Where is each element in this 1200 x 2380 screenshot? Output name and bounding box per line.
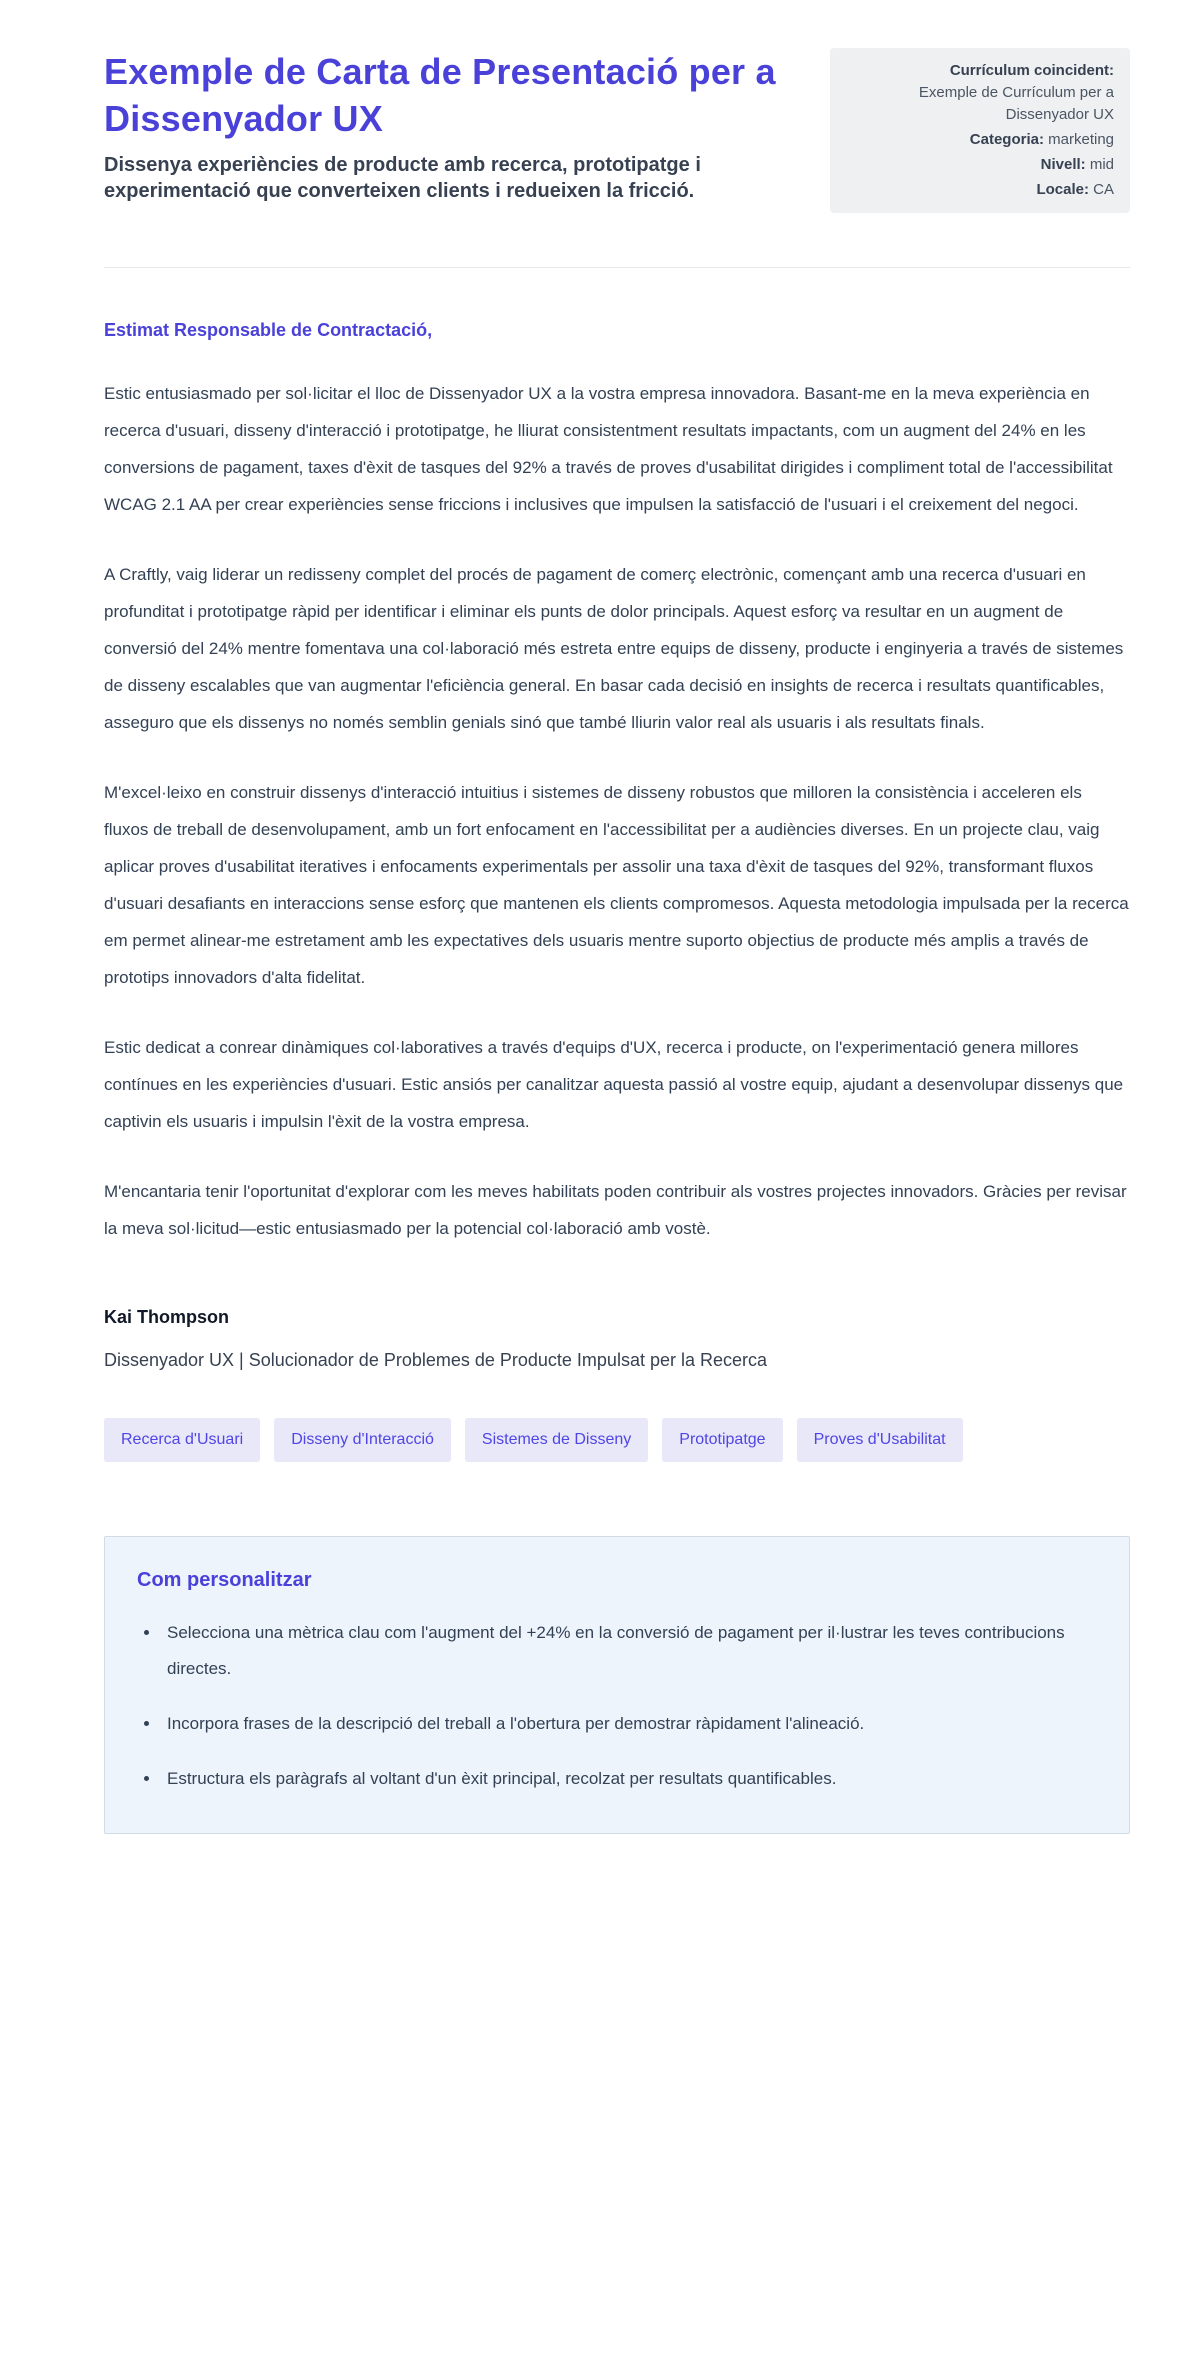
letter-paragraph-4: Estic dedicat a conrear dinàmiques col·laboratives a través d'equips d'UX, recerca i producte, on l'experimentació genera millores contínues en les experiències d'usuari. Estic ansiós per canalitzar aquesta passió al vostre equip, ajudant a desenvolupar dissenys que captivin els usuaris i impulsin l'èxit de la vostra empresa. bbox=[104, 1038, 1124, 1131]
letter-paragraph-1: Estic entusiasmado per sol·licitar el lloc de Dissenyador UX a la vostra empresa innovadora. Basant-me en la meva experiència en recerca d'usuari, disseny d'interacció i prototipatge, he lliurat consistentment resultats impactants, com un augment del 24% en les conversions de pagament, taxes d'èxit de tasques del 92% a través de proves d'usabilitat dirigides i compliment total de l'accessibilitat WCAG 2.1 AA per crear experiències sense friccions i inclusives que impulsen la satisfacció de l'usuari i el creixement del negoci. bbox=[104, 384, 1113, 514]
personalize-tip-1: • Selecciona una mètrica clau com l'augment del +24% en la conversió de pagament per il·lustrar les teves contribucions directes. bbox=[161, 1615, 1097, 1687]
skill-tag-interaction-design: Disseny d'Interacció bbox=[274, 1418, 451, 1462]
personalize-tip-3: • Estructura els paràgrafs al voltant d'un èxit principal, recolzat per resultats quantificables. bbox=[161, 1761, 1097, 1797]
letter-paragraph-5: M'encantaria tenir l'oportunitat d'explorar com les meves habilitats poden contribuir als vostres projectes innovadors. Gràcies per revisar la meva sol·licitud—estic entusiasmado per la potencial col·laboració amb vostè. bbox=[104, 1182, 1127, 1238]
signature-title: Dissenyador UX | Solucionador de Problemes de Producte Impulsat per la Recerca bbox=[104, 1350, 768, 1370]
meta-locale bbox=[846, 179, 1114, 201]
header bbox=[104, 48, 1130, 213]
meta-category-value: marketing bbox=[1048, 131, 1114, 148]
skill-tag-prototyping: Prototipatge bbox=[662, 1418, 782, 1462]
page-title: Exemple de Carta de Presentació per a Dissenyador UX bbox=[104, 51, 776, 139]
meta-locale-label: Locale: bbox=[1036, 181, 1089, 198]
page-subtitle: Dissenya experiències de producte amb recerca, prototipatge i experimentació que converteixen clients i redueixen la fricció. bbox=[104, 154, 701, 202]
personalize-heading: Com personalitzar bbox=[137, 1569, 312, 1591]
meta-level-value: mid bbox=[1089, 156, 1114, 173]
skill-tag-design-systems: Sistemes de Disseny bbox=[465, 1418, 648, 1462]
meta-resume-label: Currículum coincident: bbox=[949, 62, 1114, 79]
header-title-block bbox=[104, 48, 784, 204]
meta-level bbox=[846, 154, 1114, 176]
meta-locale-value: CA bbox=[1093, 181, 1114, 198]
divider bbox=[104, 267, 1130, 268]
letter-paragraph-2: A Craftly, vaig liderar un redisseny complet del procés de pagament de comerç electrònic, començant amb una recerca d'usuari en profunditat i prototipatge ràpid per identificar i eliminar els punts de dolor principals. Aquest esforç va resultar en un augment de conversió del 24% mentre fomentava una col·laboració més estreta entre equips de disseny, producte i enginyeria a través de sistemes de disseny escalables que van augmentar l'eficiència general. En basar cada decisió en insights de recerca i resultats quantificables, asseguro que els dissenys no només semblin genials sinó que també lliurin valor real als usuaris i als resultats finals. bbox=[104, 565, 1124, 732]
meta-resume-value: Exemple de Currículum per a Dissenyador UX bbox=[918, 84, 1114, 123]
meta-category-label: Categoria: bbox=[969, 131, 1044, 148]
meta-panel bbox=[830, 48, 1130, 213]
personalize-box bbox=[104, 1536, 1130, 1834]
skill-tags bbox=[104, 1418, 1130, 1462]
letter-body bbox=[104, 318, 1130, 1372]
personalize-tip-list bbox=[137, 1615, 1097, 1797]
letter-paragraph-3: M'excel·leixo en construir dissenys d'interacció intuitius i sistemes de disseny robustos que milloren la consistència i acceleren els fluxos de treball de desenvolupament, amb un fort enfocament en l'accessibilitat per a audiències diverses. En un projecte clau, vaig aplicar proves d'usabilitat iteratives i enfocaments experimentals per assolir una taxa d'èxit de tasques del 92%, transformant fluxos d'usuari desafiants en interaccions sense esforç que mantenen els clients compromesos. Aquesta metodologia impulsada per la recerca em permet alinear-me estretament amb les expectatives dels usuaris mentre suporto objectius de producte més amplis a través de prototips innovadors d'alta fidelitat. bbox=[104, 783, 1129, 987]
meta-category bbox=[846, 129, 1114, 151]
skill-tag-usability-testing: Proves d'Usabilitat bbox=[797, 1418, 963, 1462]
letter-greeting: Estimat Responsable de Contractació, bbox=[104, 320, 433, 340]
skill-tag-user-research: Recerca d'Usuari bbox=[104, 1418, 260, 1462]
signature-name: Kai Thompson bbox=[104, 1307, 229, 1327]
meta-resume bbox=[846, 60, 1114, 126]
meta-level-label: Nivell: bbox=[1040, 156, 1086, 173]
personalize-tip-2: • Incorpora frases de la descripció del treball a l'obertura per demostrar ràpidament l'alineació. bbox=[161, 1706, 1097, 1742]
